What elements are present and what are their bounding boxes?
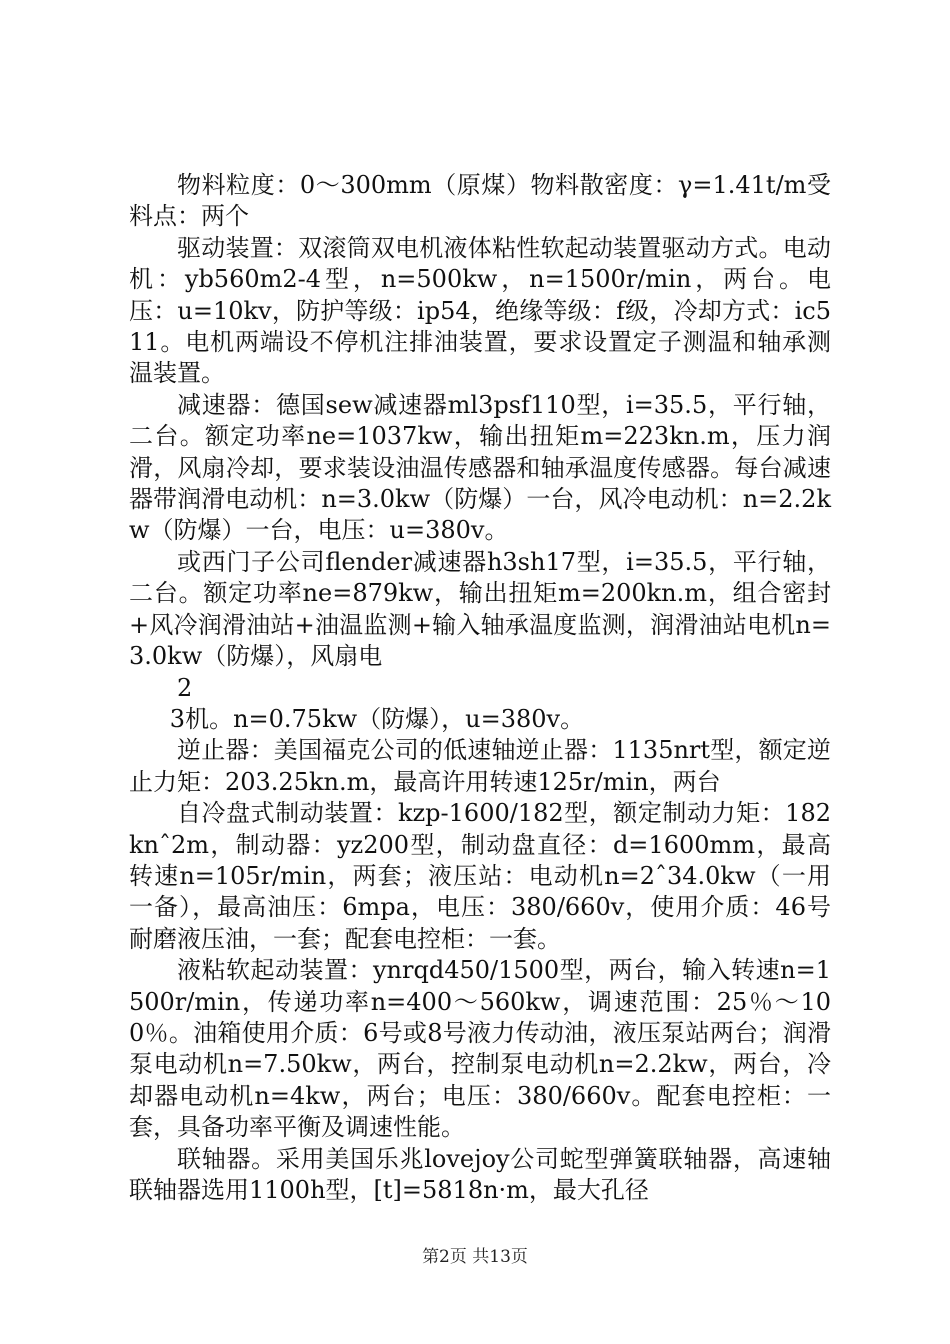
paragraph-material-spec: 物料粒度：0～300mm（原煤）物料散密度：γ=1.41t/m受料点：两个 bbox=[129, 171, 831, 231]
paragraph-drive-unit: 驱动装置：双滚筒双电机液体粘性软起动装置驱动方式。电动机：yb560m2-4型，n=500kw，n=1500r/min，两台。电压：u=10kv，防护等级：ip54，绝缘等级：f级，冷却方式：ic511。电机两端设不停机注排油装置，要求设置定子测温和轴承测温装置。 bbox=[129, 233, 831, 388]
document-body bbox=[129, 170, 831, 1206]
paragraph-backstop: 逆止器：美国福克公司的低速轴逆止器：1135nrt型，额定逆止力矩：203.25kn.m，最高许用转速125r/min，两台 bbox=[129, 736, 831, 796]
paragraph-reducer-sew: 减速器：德国sew减速器ml3psf110型，i=35.5，平行轴，二台。额定功率ne=1037kw，输出扭矩m=223kn.m，压力润滑，风扇冷却，要求装设油温传感器和轴承温度传感器。每台减速器带润滑电动机：n=3.0kw（防爆）一台，风冷电动机：n=2.2kw（防爆）一台，电压：u=380v。 bbox=[129, 390, 831, 545]
page-number-footer: 第2页 共13页 bbox=[422, 1247, 528, 1267]
paragraph-coupling: 联轴器。采用美国乐兆lovejoy公司蛇型弹簧联轴器，高速轴联轴器选用1100h型，[t]=5818n·m，最大孔径 bbox=[129, 1144, 831, 1204]
paragraph-brake-unit: 自冷盘式制动装置：kzp-1600/182型，额定制动力矩：182knˆ2m，制动器：yz200型，制动盘直径：d=1600mm，最高转速n=105r/min，两套；液压站：电动机n=2ˆ34.0kw（一用一备），最高油压：6mpa，电压：380/660v，使用介质：46号耐磨液压油，一套；配套电控柜：一套。 bbox=[129, 799, 831, 953]
paragraph-soft-start: 液粘软起动装置：ynrqd450/1500型，两台，输入转速n=1500r/min，传递功率n=400～560kw，调速范围：25％～100％。油箱使用介质：6号或8号液力传动油，液压泵站两台；润滑泵电动机n=7.50kw，两台，控制泵电动机n=2.2kw，两台，冷却器电动机n=4kw，两台；电压：380/660v。配套电控柜：一套，具备功率平衡及调速性能。 bbox=[129, 956, 831, 1142]
paragraph-fragment-number: 2 bbox=[177, 673, 193, 702]
paragraph-reducer-flender: 或西门子公司flender减速器h3sh17型，i=35.5，平行轴，二台。额定功率ne=879kw，输出扭矩m=200kn.m，组合密封+风冷润滑油站+油温监测+输入轴承温度监测，润滑油站电机n=3.0kw（防爆），风扇电 bbox=[129, 547, 831, 671]
paragraph-fan-motor: 3机。n=0.75kw（防爆），u=380v。 bbox=[169, 704, 585, 733]
